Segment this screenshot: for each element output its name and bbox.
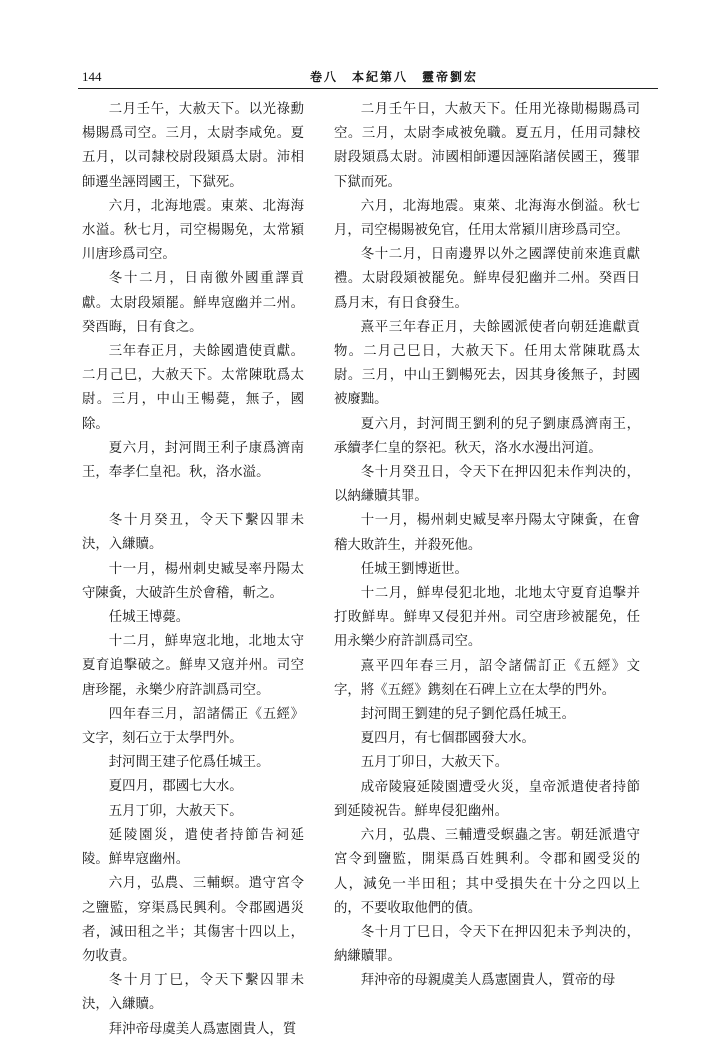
running-head: 卷八 本紀第八 靈帝劉宏 [310, 70, 479, 84]
classical-paragraph: 十二月，鮮卑寇北地，北地太守夏育追擊破之。鮮卑又寇并州。司空唐珍罷，永樂少府許訓爲司空。 [82, 634, 304, 698]
classical-paragraph: 四年春三月，詔諸儒正《五經》文字，刻石立于太學門外。 [82, 706, 304, 747]
classical-paragraph: 夏四月，郡國七大水。 [108, 779, 243, 795]
translation-paragraph: 六月，北海地震。東萊、北海海水倒溢。秋七月，司空楊賜被免官，任用太常潁川唐珍爲司空。 [334, 198, 640, 239]
classical-paragraph: 封河間王建子佗爲任城王。 [108, 755, 270, 771]
classical-paragraph: 六月，弘農、三輔螟。遣守宮令之鹽監，穿渠爲民興利。令郡國遇災者，減田租之半；其傷害十四以上，勿收責。 [82, 876, 304, 964]
translation-paragraph: 冬十月丁巳日，令天下在押囚犯未予判决的，納縑贖罪。 [334, 924, 640, 965]
classical-paragraph: 冬十月癸丑，令天下繫囚罪未決，入縑贖。 [82, 513, 304, 553]
translation-column [334, 98, 640, 994]
classical-paragraph: 冬十二月，日南徼外國重譯貢獻。太尉段熲罷。鮮卑寇幽并二州。癸酉晦，日有食之。 [82, 271, 304, 335]
translation-paragraph: 五月丁卯日，大赦天下。 [360, 755, 509, 771]
classical-paragraph: 五月丁卯，大赦天下。 [108, 803, 243, 819]
translation-paragraph: 夏四月，有七個郡國發大水。 [360, 731, 535, 747]
classical-paragraph: 拜沖帝母虞美人爲憲園貴人，質 [108, 1021, 297, 1037]
translation-paragraph: 十二月，鮮卑侵犯北地，北地太守夏育追擊并打敗鮮卑。鮮卑又侵犯并州。司空唐珍被罷免，任用永樂少府許訓爲司空。 [334, 586, 640, 650]
translation-paragraph: 冬十二月，日南邊界以外之國譯使前來進貢獻禮。太尉段熲被罷免。鮮卑侵犯幽并二州。癸酉日爲月末，有日食發生。 [334, 247, 640, 311]
page-number: 144 [82, 69, 102, 84]
translation-paragraph: 夏六月，封河間王劉利的兒子劉康爲濟南王，承續孝仁皇的祭祀。秋天，洛水水漫出河道。 [334, 416, 640, 456]
translation-paragraph: 熹平四年春三月，詔令諸儒訂正《五經》文字，將《五經》鎸刻在石碑上立在太學的門外。 [334, 658, 640, 698]
page-header [78, 66, 658, 89]
classical-paragraph: 六月，北海地震。東萊、北海海水溢。秋七月，司空楊賜免，太常潁川唐珍爲司空。 [82, 198, 304, 263]
translation-paragraph: 封河間王劉建的兒子劉佗爲任城王。 [360, 707, 576, 723]
translation-paragraph: 二月壬午日，大赦天下。任用光祿勛楊賜爲司空。三月，太尉李咸被免職。夏五月，任用司隸校尉段熲爲太尉。沛國相師遷因誣陷諸侯國王，獲罪下獄而死。 [334, 102, 640, 190]
translation-paragraph: 拜沖帝的母親虞美人爲憲園貴人，質帝的母 [360, 973, 616, 989]
classical-paragraph: 二月壬午，大赦天下。以光祿勳楊賜爲司空。三月，太尉李咸免。夏五月，以司隸校尉段熲爲太尉。沛相師遷坐誣罔國王，下獄死。 [82, 102, 304, 190]
translation-paragraph: 冬十月癸丑日，令天下在押囚犯未作判决的，以納縑贖其罪。 [334, 465, 640, 505]
classical-paragraph: 冬十月丁巳，令天下繫囚罪未決，入縑贖。 [82, 973, 304, 1013]
translation-paragraph: 熹平三年春正月，夫餘國派使者向朝廷進獻貢物。二月己巳日，大赦天下。任用太常陳耽爲太尉。三月，中山王劉暢死去，因其身後無子，封國被廢黜。 [334, 319, 640, 408]
translation-paragraph: 任城王劉博逝世。 [360, 561, 468, 577]
paragraph-gap [82, 485, 304, 509]
translation-paragraph: 十一月，楊州刺史臧旻率丹陽太守陳夤，在會稽大敗許生，并殺死他。 [334, 513, 640, 553]
classical-paragraph: 延陵園災，遣使者持節告祠延陵。鮮卑寇幽州。 [82, 827, 304, 868]
translation-paragraph: 六月，弘農、三輔遭受螟蟲之害。朝廷派遣守宮令到鹽監，開渠爲百姓興利。令郡和國受災的人，減免一半田租；其中受損失在十分之四以上的，不要收取他們的債。 [334, 828, 640, 916]
classical-paragraph: 十一月，楊州刺史臧旻率丹陽太守陳夤，大破許生於會稽，斬之。 [82, 561, 304, 601]
classical-text-column [82, 98, 304, 1042]
classical-paragraph: 任城王博薨。 [108, 610, 190, 626]
translation-paragraph: 成帝陵寢延陵園遭受火災，皇帝派遣使者持節到延陵祝告。鮮卑侵犯幽州。 [334, 779, 640, 819]
classical-paragraph: 夏六月，封河間王利子康爲濟南王，奉孝仁皇祀。秋，洛水溢。 [82, 440, 304, 481]
classical-paragraph: 三年春正月，夫餘國遣使貢獻。二月己巳，大赦天下。太常陳耽爲太尉。三月，中山王暢薨，無子，國除。 [82, 344, 304, 432]
